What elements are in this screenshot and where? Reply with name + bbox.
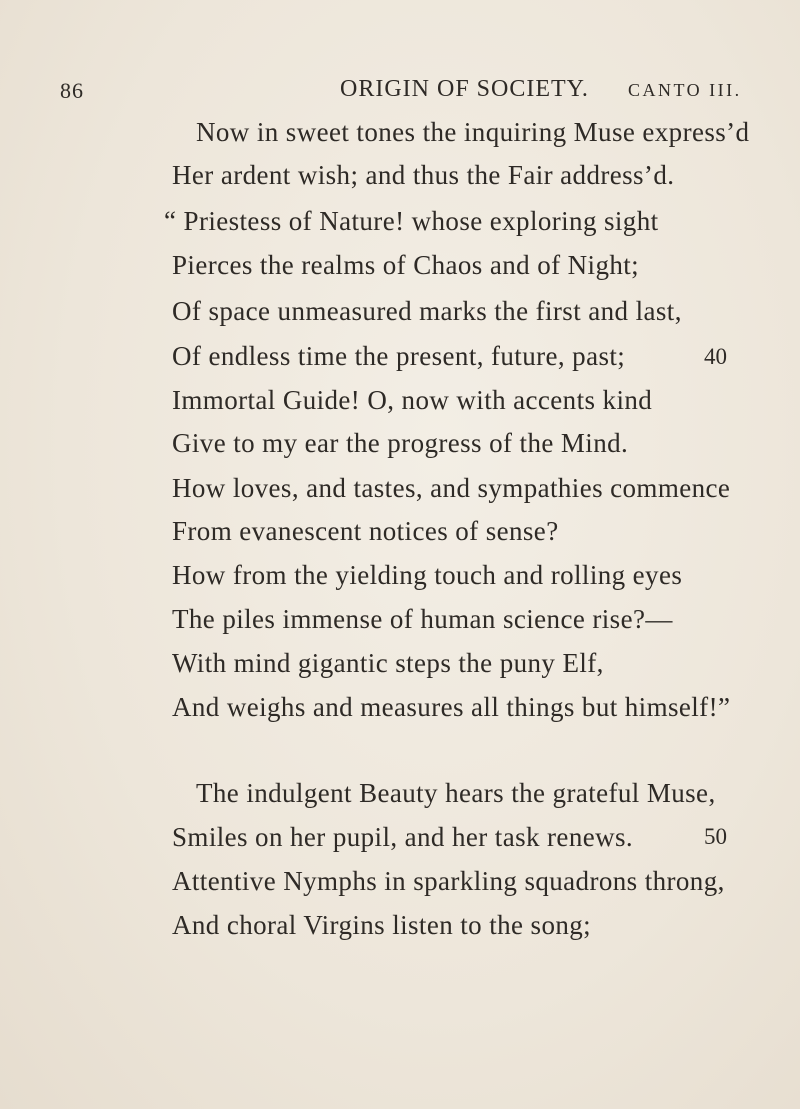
page-number: 86 [60, 78, 84, 103]
verse-line: The piles immense of human science rise?— [172, 604, 673, 634]
verse-line: How from the yielding touch and rolling eyes [172, 560, 683, 590]
verse-line: How loves, and tastes, and sympathies commence [172, 473, 731, 503]
verse-line: With mind gigantic steps the puny Elf, [172, 648, 604, 678]
line-number: 40 [704, 344, 727, 369]
running-title: ORIGIN OF SOCIETY. [340, 76, 589, 102]
verse-line: Immortal Guide! O, now with accents kind [172, 385, 653, 415]
verse-line: “ Priestess of Nature! whose exploring sight [164, 206, 659, 236]
running-head [0, 74, 800, 110]
verse-line: Attentive Nymphs in sparkling squadrons throng, [172, 866, 725, 896]
verse-line: Now in sweet tones the inquiring Muse express’d [196, 117, 750, 147]
verse-line: And weighs and measures all things but himself!” [172, 692, 731, 722]
verse-line: Pierces the realms of Chaos and of Night; [172, 250, 640, 280]
verse-line: Of space unmeasured marks the first and last, [172, 296, 682, 326]
verse-line: Her ardent wish; and thus the Fair address’d. [172, 160, 675, 190]
verse-line: And choral Virgins listen to the song; [172, 910, 592, 940]
line-number: 50 [704, 824, 727, 849]
verse-line: Give to my ear the progress of the Mind. [172, 428, 629, 458]
verse-line: Smiles on her pupil, and her task renews. [172, 822, 634, 852]
verse-line: Of endless time the present, future, past; [172, 341, 626, 371]
verse-line: The indulgent Beauty hears the grateful Muse, [196, 778, 716, 808]
verse-line: From evanescent notices of sense? [172, 516, 559, 546]
canto-label: CANTO III. [628, 80, 742, 100]
